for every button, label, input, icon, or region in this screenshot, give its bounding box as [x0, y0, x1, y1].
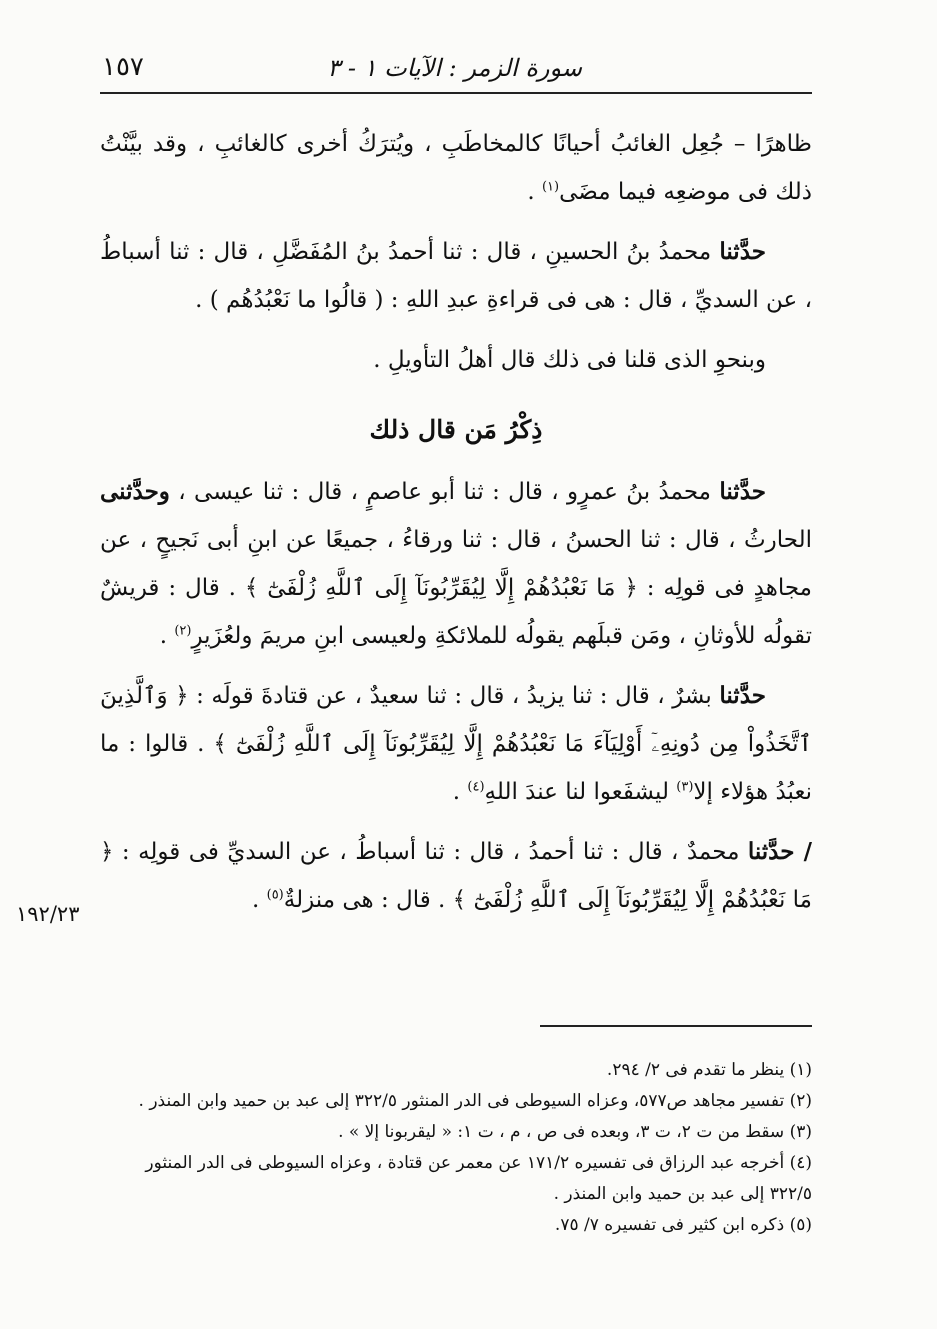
running-header [100, 48, 812, 94]
paragraph-4-text-a: محمدُ بنُ عمرٍو ، قال : ثنا أبو عاصمٍ ، قال : ثنا عيسى ، [169, 479, 720, 505]
footnotes [100, 1055, 812, 1241]
main-text [100, 120, 812, 936]
manuscript-margin-reference: ١٩٢/٢٣ [16, 902, 80, 926]
paragraph-6-text-a: محمدٌ ، قال : ثنا أحمدُ ، قال : ثنا أسباطُ ، عن السديِّ فى قولِه : [113, 839, 748, 865]
paragraph-3 [100, 336, 812, 384]
footnote-2: (٢) تفسير مجاهد ص٥٧٧، وعزاه السيوطى فى الدر المنثور ٣٢٢/٥ إلى عبد بن حميد وابن المنذر . [138, 1091, 812, 1111]
narration-lead: حدَّثنا [719, 238, 766, 265]
footnote-ref-3: (٣) [676, 779, 694, 795]
paragraph-1-text: ظاهرًا – جُعِل الغائبُ أحيانًا كالمخاطَبِ ، ويُترَكُ أخرى كالغائبِ ، وقد بيَّنْتُ ذلك فى موضعِه فيما مضَى [100, 131, 812, 205]
paragraph-6-text-b: . قال : هى منزلةٌ [283, 887, 453, 913]
narration-lead: حدَّثنا [719, 478, 766, 505]
narration-lead: / حدَّثنا [747, 838, 812, 865]
paragraph-6 [100, 828, 812, 924]
paragraph-4-text-b: الحارثُ ، قال : ثنا الحسنُ ، قال : ثنا ورقاءُ ، جميعًا عن ابنِ أبى نَجيحٍ ، عن مجاهدٍ فى قولِه : [100, 527, 813, 601]
paragraph-6-end: . [251, 887, 267, 913]
paragraph-5 [100, 672, 812, 816]
paragraph-4-text-c: . قال : قريشٌ تقولُه للأوثانِ ، ومَن قبلَهم يقولُه للملائكةِ ولعيسى ابنِ مريمَ ولعُزَيرٍ [100, 575, 812, 649]
paragraph-3-text: وبنحوِ الذى قلنا فى ذلك قال أهلُ التأويلِ . [373, 347, 766, 373]
paragraph-5-text-c: ليشفَعوا لنا عندَ اللهِ [484, 779, 677, 805]
footnote-5: (٥) ذكره ابن كثير فى تفسيره ٧/ ٧٥. [554, 1215, 812, 1235]
footnote-ref-1: (١) [541, 179, 560, 195]
paragraph-2-text: محمدُ بنُ الحسينِ ، قال : ثنا أحمدُ بنُ المُفَضَّلِ ، قال : ثنا أسباطُ ، عن السديِّ ، قال : هى فى قراءةِ عبدِ اللهِ : ( قالُوا ما نَعْبُدُهُم ) . [100, 239, 812, 313]
narration-lead-2: وحدَّثنى [100, 478, 170, 505]
quran-quote: ﴿ مَا نَعْبُدُهُمْ إِلَّا لِيُقَرِّبُونَآ إِلَى ٱللَّهِ زُلْفَىٰٓ ﴾ [100, 839, 812, 913]
surah-title: سورة الزمر : الآيات ١ - ٣ [327, 54, 582, 82]
paragraph-4 [100, 468, 812, 660]
paragraph-2 [100, 228, 812, 324]
paragraph-4-end: . [159, 623, 175, 649]
footnote-3: (٣) سقط من ت ٢، ت ٣، وبعده فى ص ، م ، ت ١: « ليقربونا إلا » . [338, 1122, 812, 1142]
footnote-4: (٤) أخرجه عبد الرزاق فى تفسيره ١٧١/٢ عن معمر عن قتادة ، وعزاه السيوطى فى الدر المنثور ٣٢٢/٥ إلى عبد بن حميد وابن المنذر . [145, 1153, 812, 1204]
quran-quote: ﴿ وَٱلَّذِينَ ٱتَّخَذُواْ مِن دُونِهِۦٓ أَوْلِيَآءَ مَا نَعْبُدُهُمْ إِلَّا لِيُقَرِّبُونَآ إِلَى ٱللَّهِ زُلْفَىٰٓ ﴾ [100, 683, 812, 757]
paragraph-5-text-b: . قالوا : ما نعبُدُ هؤلاء إلا [100, 731, 812, 805]
quran-quote: ﴿ مَا نَعْبُدُهُمْ إِلَّا لِيُقَرِّبُونَآ إِلَى ٱللَّهِ زُلْفَىٰٓ ﴾ [244, 575, 638, 601]
narration-lead: حدَّثنا [719, 682, 766, 709]
paragraph-1 [100, 120, 812, 216]
page-number: ١٥٧ [102, 52, 144, 82]
footnote-1: (١) ينظر ما تقدم فى ٢/ ٢٩٤. [606, 1060, 812, 1080]
paragraph-5-end: . [452, 779, 468, 805]
section-heading: ذِكْرُ مَن قال ذلك [369, 415, 543, 444]
footnote-divider [540, 1025, 812, 1027]
footnote-ref-5: (٥) [266, 887, 284, 903]
footnote-ref-2: (٢) [174, 623, 192, 639]
paragraph-1-end: . [527, 179, 542, 205]
footnote-ref-4: (٤) [467, 779, 485, 795]
paragraph-5-text-a: بشرٌ ، قال : ثنا يزيدُ ، قال : ثنا سعيدٌ ، عن قتادةَ قولَه : [188, 683, 720, 709]
